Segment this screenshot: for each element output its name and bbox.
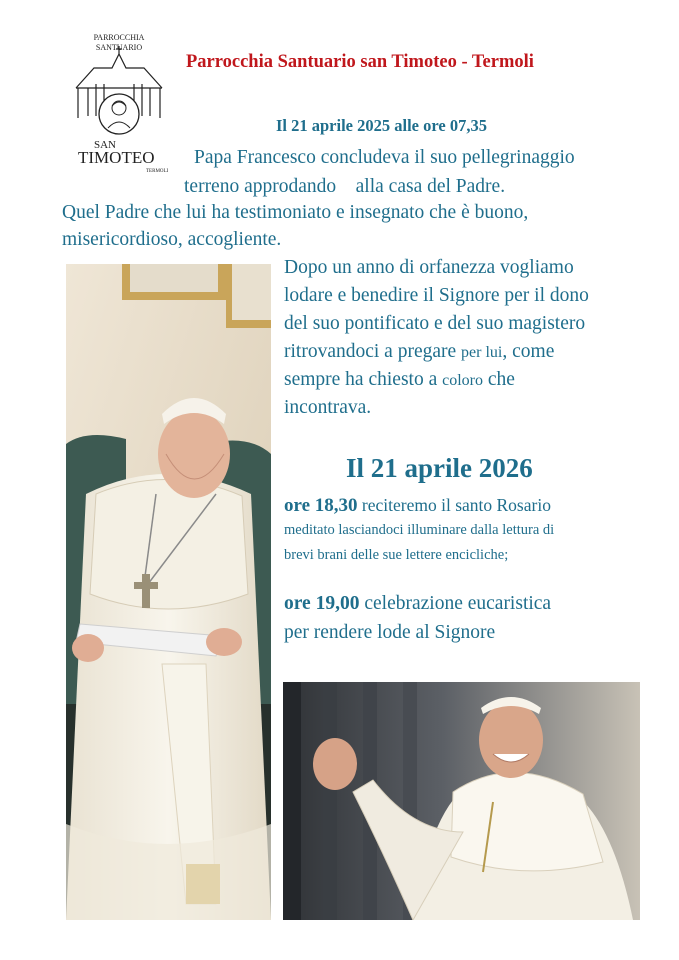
parish-logo bbox=[64, 28, 174, 174]
body-paragraph bbox=[284, 253, 589, 421]
intro-line-2: terreno approdando alla casa del Padre. bbox=[184, 176, 506, 197]
pope-seated-photo bbox=[66, 264, 271, 920]
pope-waving-photo bbox=[283, 682, 640, 920]
intro-line-4: misericordioso, accogliente. bbox=[62, 229, 282, 250]
logo-text-parrocchia: PARROCCHIA bbox=[93, 33, 145, 42]
body-line-3: del suo pontificato e del suo magistero bbox=[284, 313, 586, 334]
logo-text-santuario: SANTUARIO bbox=[95, 43, 143, 52]
body-line-1: Dopo un anno di orfanezza vogliamo bbox=[284, 257, 574, 278]
intro-line-3: Quel Padre che lui ha testimoniato e insegnato che è buono, bbox=[62, 202, 529, 223]
body-line-5c: che bbox=[482, 369, 515, 390]
body-line-5b: coloro bbox=[442, 372, 483, 389]
rosary-time: ore 18,30 bbox=[284, 495, 358, 516]
body-line-4a: ritrovandoci a pregare bbox=[284, 341, 462, 362]
body-line-5 bbox=[284, 365, 589, 393]
rosary-text: reciteremo il santo Rosario bbox=[357, 495, 551, 515]
rosary-line bbox=[284, 495, 551, 517]
mass-detail: per rendere lode al Signore bbox=[284, 622, 496, 643]
mass-time: ore 19,00 bbox=[284, 593, 360, 614]
body-line-5a: sempre ha chiesto a bbox=[284, 369, 443, 390]
death-date-line: Il 21 aprile 2025 alle ore 07,35 bbox=[276, 116, 487, 135]
page-title: Parrocchia Santuario san Timoteo - Termoli bbox=[186, 52, 534, 72]
logo-text-timoteo: TIMOTEO bbox=[78, 148, 155, 167]
body-line-4b: per lui bbox=[461, 344, 503, 361]
body-line-4c: , come bbox=[502, 341, 555, 362]
mass-text: celebrazione eucaristica bbox=[359, 593, 552, 614]
body-line-4 bbox=[284, 337, 589, 365]
logo-text-san: SAN bbox=[94, 139, 117, 151]
body-line-6: incontrava. bbox=[284, 397, 372, 418]
rosary-detail-2: brevi brani delle sue lettere encicliche; bbox=[284, 547, 509, 563]
logo-text-termoli: TERMOLI bbox=[146, 169, 169, 174]
event-date: Il 21 aprile 2026 bbox=[346, 453, 533, 483]
mass-line bbox=[284, 593, 551, 615]
rosary-detail-1: meditato lasciandoci illuminare dalla lettura di bbox=[284, 522, 555, 538]
body-line-2: lodare e benedire il Signore per il dono bbox=[284, 285, 589, 306]
intro-line-1: Papa Francesco concludeva il suo pellegrinaggio bbox=[194, 147, 575, 168]
